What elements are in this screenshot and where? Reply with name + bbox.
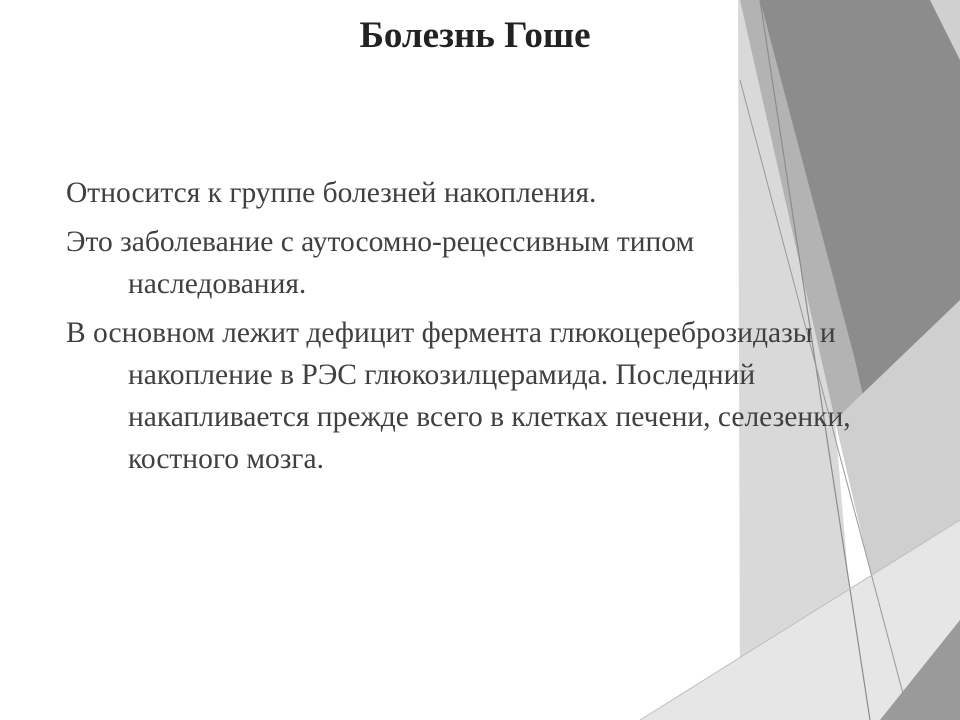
slide-title: Болезнь Гоше — [359, 15, 591, 56]
slide-body — [66, 172, 856, 487]
body-paragraph-1: Относится к группе болезней накопления. — [66, 177, 597, 209]
body-paragraph-2: Это заболевание с аутосомно-рецессивным типом наследования. — [66, 226, 695, 300]
body-paragraph-3: В основном лежит дефицит фермента глюкоцереброзидазы и накопление в РЭС глюкозилцерамида. Последний накапливается прежде всего в клетках печени, селезенки, костного мозга. — [66, 317, 851, 475]
